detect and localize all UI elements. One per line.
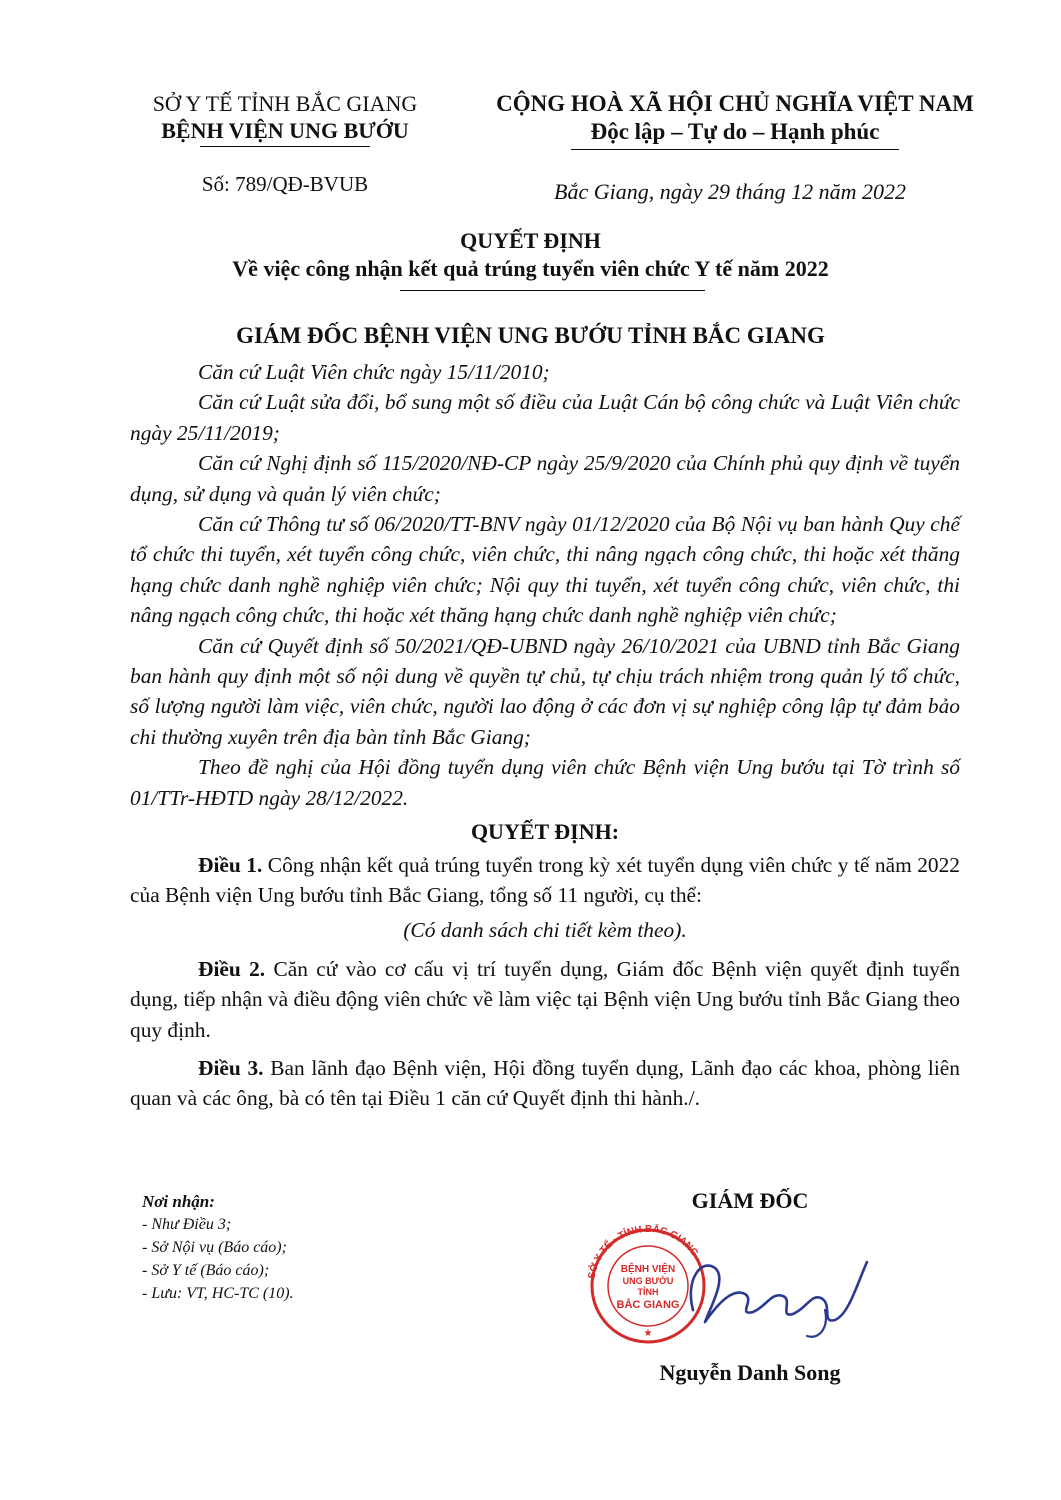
- issuing-authority: GIÁM ĐỐC BỆNH VIỆN UNG BƯỚU TỈNH BẮC GIANG: [236, 323, 825, 348]
- motto-underline: [571, 149, 899, 150]
- attachment-note: (Có danh sách chi tiết kèm theo).: [403, 918, 687, 943]
- document-number: Số: 789/QĐ-BVUB: [201, 172, 369, 196]
- recipient-item: - Sở Nội vụ (Báo cáo);: [142, 1239, 287, 1256]
- recipients-block: [142, 1190, 442, 1305]
- legal-ground: Căn cứ Quyết định số 50/2021/QĐ-UBND ngày 26/10/2021 của UBND tỉnh Bắc Giang ban hành quy định một số nội dung về quyền tự chủ, tự chịu trách nhiệm trong quản lý tổ chức, số lượng người làm việc, viên chức, người lao động ở các đơn vị sự nghiệp công lập tự đảm bảo chi thường xuyên trên địa bàn tỉnh Bắc Giang;: [130, 633, 960, 749]
- document-body: [130, 357, 960, 1114]
- stamp-line-2: UNG BƯỚU: [622, 1276, 674, 1286]
- article-label: Điều 3.: [198, 1055, 264, 1080]
- national-header-block: [470, 90, 1000, 150]
- national-motto: Độc lập – Tự do – Hạnh phúc: [590, 119, 880, 144]
- stamp-line-3: TỈNH: [637, 1287, 659, 1297]
- hospital-name: BỆNH VIỆN UNG BƯỚU: [161, 118, 409, 143]
- agency-name: SỞ Y TẾ TỈNH BẮC GIANG: [152, 91, 418, 116]
- stamp-outer-text: SỞ Y TẾ · TỈNH BẮC GIANG ·: [586, 1224, 704, 1280]
- article-label: Điều 2.: [198, 956, 266, 981]
- article-text: Căn cứ vào cơ cấu vị trí tuyển dụng, Giám đốc Bệnh viện quyết định tuyển dụng, tiếp nhận và điều động viên chức về làm việc tại Bệnh viện Ung bướu tỉnh Bắc Giang theo quy định.: [130, 956, 960, 1042]
- stamp-line-4: BẮC GIANG: [616, 1299, 680, 1311]
- signer-title: GIÁM ĐỐC: [691, 1188, 809, 1213]
- stamp-line-1: BỆNH VIỆN: [620, 1264, 676, 1275]
- article-1: [130, 850, 960, 911]
- legal-ground: Căn cứ Nghị định số 115/2020/NĐ-CP ngày 25/9/2020 của Chính phủ quy định về tuyển dụng, sử dụng và quản lý viên chức;: [130, 451, 960, 506]
- document-title: QUYẾT ĐỊNH: [460, 228, 601, 253]
- recipients-heading: Nơi nhận:: [142, 1192, 215, 1211]
- article-text: Ban lãnh đạo Bệnh viện, Hội đồng tuyển dụng, Lãnh đạo các khoa, phòng liên quan và các ông, bà có tên tại Điều 1 căn cứ Quyết định thi hành./.: [130, 1055, 960, 1111]
- article-label: Điều 1.: [198, 852, 263, 877]
- nation-name: CỘNG HOÀ XÃ HỘI CHỦ NGHĨA VIỆT NAM: [496, 91, 974, 116]
- legal-ground: Theo đề nghị của Hội đồng tuyển dụng viên chức Bệnh viện Ung bướu tại Tờ trình số 01/TTr-HĐTD ngày 28/12/2022.: [130, 755, 960, 810]
- decision-heading: QUYẾT ĐỊNH:: [470, 819, 620, 845]
- article-2: [130, 954, 960, 1045]
- article-text: Công nhận kết quả trúng tuyển trong kỳ xét tuyển dụng viên chức y tế năm 2022 của Bệnh viện Ung bướu tỉnh Bắc Giang, tổng số 11 người, cụ thể:: [130, 852, 960, 907]
- handwritten-signature: [675, 1240, 870, 1345]
- issue-date: Bắc Giang, ngày 29 tháng 12 năm 2022: [554, 179, 906, 204]
- issuing-agency-block: [120, 90, 450, 147]
- recipient-item: - Lưu: VT, HC-TC (10).: [142, 1285, 294, 1302]
- recipient-item: - Như Điều 3;: [142, 1216, 232, 1233]
- document-subject: Về việc công nhận kết quả trúng tuyển viên chức Y tế năm 2022: [232, 256, 829, 281]
- legal-ground: Căn cứ Luật Viên chức ngày 15/11/2010;: [198, 360, 550, 384]
- recipient-item: - Sở Y tế (Báo cáo);: [142, 1262, 270, 1279]
- signer-name: Nguyễn Danh Song: [659, 1360, 841, 1385]
- article-3: [130, 1053, 960, 1114]
- title-rule: [400, 290, 705, 291]
- legal-ground: Căn cứ Luật sửa đổi, bổ sung một số điều của Luật Cán bộ công chức và Luật Viên chức ngày 25/11/2019;: [130, 390, 960, 445]
- stamp-star-icon: ★: [643, 1328, 653, 1339]
- agency-underline: [200, 146, 370, 147]
- legal-ground: Căn cứ Thông tư số 06/2020/TT-BNV ngày 01/12/2020 của Bộ Nội vụ ban hành Quy chế tổ chức thi tuyển, xét tuyển công chức, viên chức, thi nâng ngạch công chức, thi hoặc xét thăng hạng chức danh nghề nghiệp viên chức; Nội quy thi tuyển, xét tuyển công chức, viên chức, thi nâng ngạch công chức, thi hoặc xét thăng hạng chức danh nghề nghiệp viên chức;: [130, 512, 960, 628]
